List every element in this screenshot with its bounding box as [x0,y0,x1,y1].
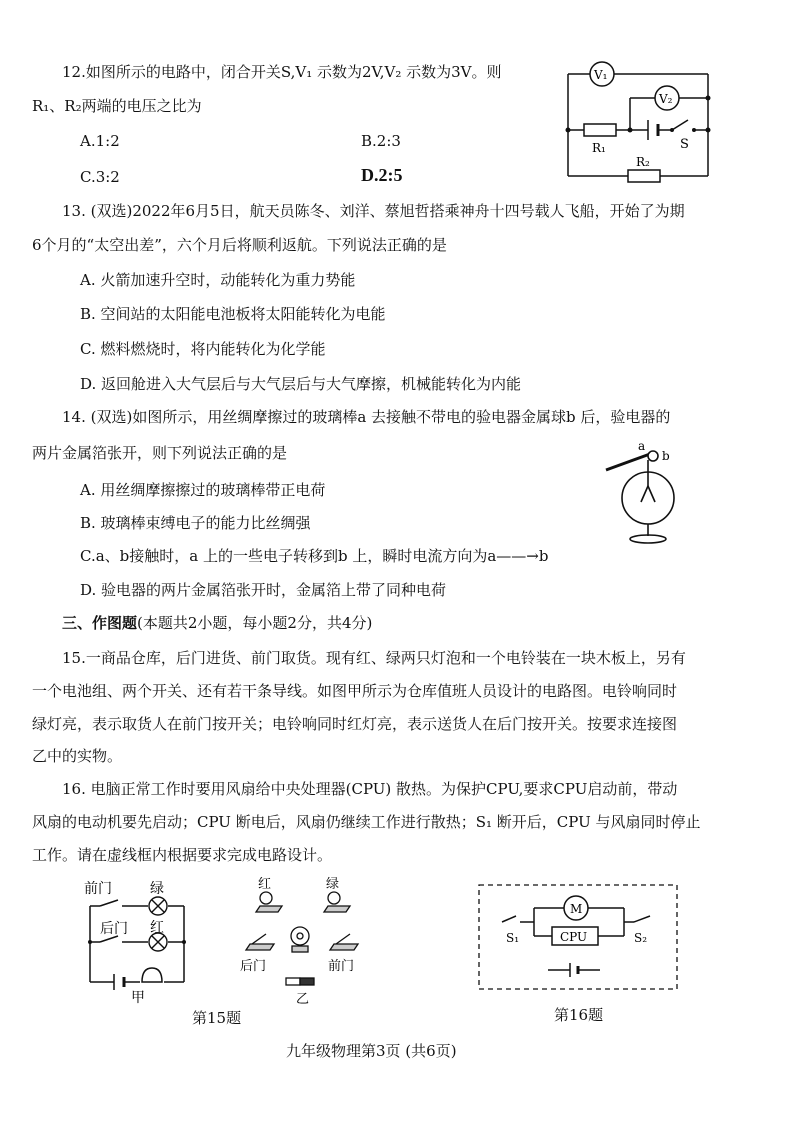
glass-rod-icon [606,454,650,470]
green-label: 绿 [150,881,164,897]
q15-stem-line4: 乙中的实物。 [32,747,123,765]
q12-circuit-figure [560,58,720,188]
q15-stem-line3: 绿灯亮，表示取货人在前门按开关；电铃响同时红灯亮，表示送货人在后门按开关。按要求连接图 [32,715,678,733]
back-door-label: 后门 [240,959,267,974]
q13-option-d: D. 返回舱进入大气层后与大气层后与大气摩擦，机械能转化为内能 [80,375,522,393]
section3-title: 三、作图题 [62,614,138,632]
front-door-label: 前门 [84,881,112,897]
q12-option-b: B.2:3 [361,132,401,150]
motor-label: M [570,902,583,916]
q13-option-a: A. 火箭加速升空时，动能转化为重力势能 [80,271,356,289]
s1-label: S₁ [506,931,520,945]
green-lamp-icon [149,897,167,915]
q15-stem-line1: 15.一商品仓库，后门进货、前门取货。现有红、绿两只灯泡和一个电铃装在一块木板上，另有 [62,649,686,667]
front-door-label: 前门 [328,959,355,974]
ball-b-label: b [662,449,670,463]
q16-figure [478,884,698,994]
resistor-r2-icon [628,170,660,182]
q12-option-a: A.1:2 [80,132,120,150]
green-bulb-icon [324,892,350,912]
q14-stem-line1: 14. (双选)如图所示，用丝绸摩擦过的玻璃棒a 去接触不带电的验电器金属球b 后，验电器的 [62,408,671,426]
back-door-switch-icon [246,934,274,950]
q12-stem-line1: 12.如图所示的电路中，闭合开关S,V₁ 示数为2V,V₂ 示数为3V。则 [62,63,502,81]
q15-caption: 第15题 [192,1009,242,1027]
q14-option-b: B. 玻璃棒束缚电子的能力比丝绸强 [80,514,311,532]
q15-stem-line2: 一个电池组、两个开关、还有若干条导线。如图甲所示为仓库值班人员设计的电路图。电铃响同时 [32,682,678,700]
switch-s-label: S [680,137,689,152]
red-label: 红 [150,920,164,936]
q15-figure-yi [236,876,366,1006]
q12-stem-line2: R₁、R₂两端的电压之比为 [32,97,202,115]
green-label: 绿 [326,877,340,892]
resistor-r1-icon [584,124,616,136]
battery-icon [114,974,124,990]
q13-option-b: B. 空间站的太阳能电池板将太阳能转化为电能 [80,305,386,323]
figure-yi-label: 乙 [296,992,310,1007]
bell-icon [142,968,162,982]
battery-pack-icon [286,978,314,985]
q15-figure-jia [78,876,198,1006]
battery-icon [570,963,578,977]
r1-label: R₁ [592,141,606,155]
q16-stem-line1: 16. 电脑正常工作时要用风扇给中央处理器(CPU) 散热。为保护CPU,要求CPU启动前，带动 [62,780,678,798]
v2-label: V₂ [659,92,673,106]
q12-option-d: D.2:5 [361,165,403,185]
q14-option-c: C.a、b接触时，a 上的一些电子转移到b 上，瞬时电流方向为a——→b [80,547,549,565]
section3-note: (本题共2小题，每小题2分，共4分) [137,614,373,632]
q16-stem-line2: 风扇的电动机要先启动；CPU 断电后，风扇仍继续工作进行散热；S₁ 断开后，CPU 与风扇同时停止 [32,813,701,831]
page-footer: 九年级物理第3页 (共6页) [286,1042,457,1060]
red-bulb-icon [256,892,282,912]
figure-jia-label: 甲 [131,990,145,1006]
q14-electroscope-figure [598,440,708,550]
q13-stem-line1: 13. (双选)2022年6月5日，航天员陈冬、刘洋、蔡旭哲搭乘神舟十四号载人飞船，开始了为期 [62,202,685,220]
battery-icon [648,120,658,140]
q13-stem-line2: 6个月的“太空出差”，六个月后将顺利返航。下列说法正确的是 [32,236,447,254]
r2-label: R₂ [636,155,650,169]
q16-stem-line3: 工作。请在虚线框内根据要求完成电路设计。 [32,846,333,864]
q14-option-d: D. 验电器的两片金属箔张开时，金属箔上带了同种电荷 [80,581,447,599]
q14-option-a: A. 用丝绸摩擦擦过的玻璃棒带正电荷 [80,481,326,499]
section3-heading [62,613,372,633]
metal-ball-icon [648,451,658,461]
electric-bell-icon [291,927,309,952]
q16-caption: 第16题 [554,1006,604,1024]
back-door-label: 后门 [100,921,128,937]
q14-stem-line2: 两片金属箔张开，则下列说法正确的是 [32,444,288,462]
cpu-label: CPU [560,930,588,944]
v1-label: V₁ [594,68,608,82]
red-label: 红 [258,877,272,892]
s2-label: S₂ [634,931,648,945]
rod-a-label: a [638,439,646,453]
q13-option-c: C. 燃料燃烧时，将内能转化为化学能 [80,340,326,358]
q12-option-c: C.3:2 [80,168,120,186]
front-door-switch-icon [330,934,358,950]
